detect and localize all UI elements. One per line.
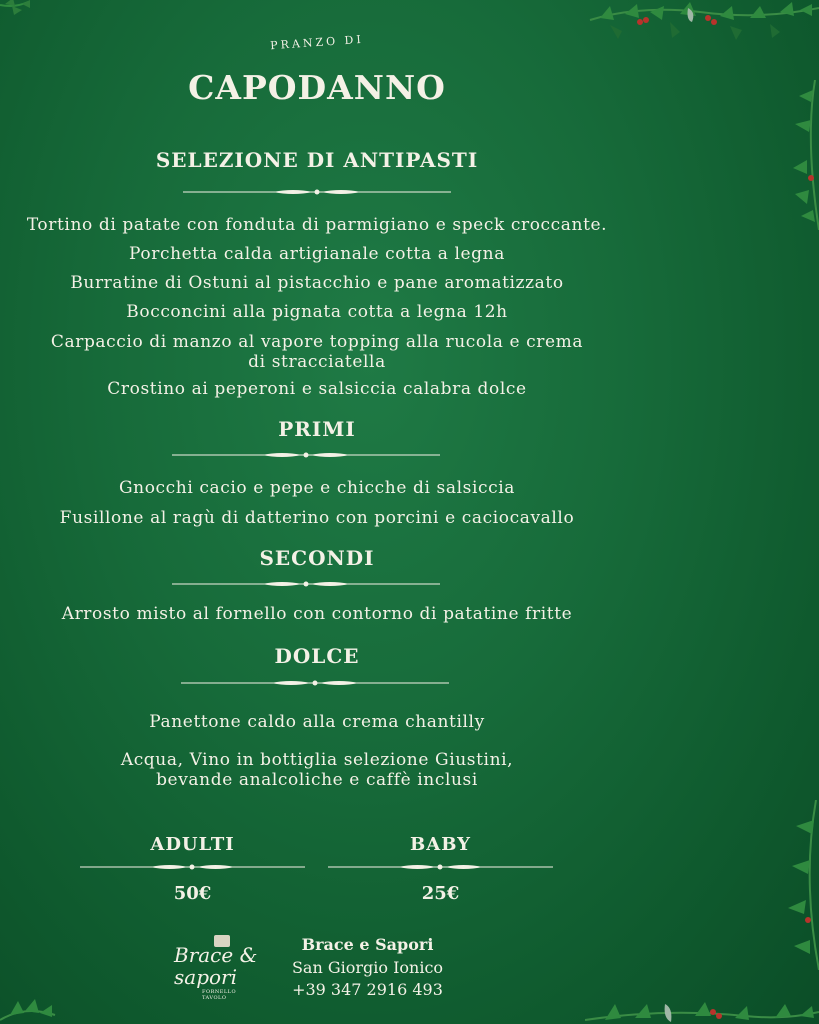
list-item: Fusillone al ragù di datterino con porcini e caciocavallo bbox=[59, 508, 575, 528]
ornamental-divider-icon bbox=[328, 862, 553, 872]
logo-text-line1: Brace & bbox=[174, 943, 258, 967]
brand-logo bbox=[168, 935, 258, 1001]
holly-branch-icon bbox=[785, 80, 819, 230]
list-item: Tortino di patate con fonduta di parmigiano e speck croccante. bbox=[26, 215, 608, 235]
logo-text-line2: sapori bbox=[174, 965, 237, 989]
list-item: Acqua, Vino in bottiglia selezione Giustini, bbox=[120, 750, 514, 770]
section-title-dolce: DOLCE bbox=[274, 644, 360, 668]
list-item: bevande analcoliche e caffè inclusi bbox=[156, 770, 478, 790]
list-item: Arrosto misto al fornello con contorno di patatine fritte bbox=[61, 604, 573, 624]
holly-branch-icon bbox=[780, 800, 819, 970]
holly-branch-icon bbox=[585, 990, 819, 1024]
holly-branch-icon bbox=[0, 985, 60, 1024]
ornamental-divider-icon bbox=[172, 450, 440, 460]
price-label-baby: BABY bbox=[410, 834, 471, 855]
ornamental-divider-icon bbox=[181, 678, 449, 688]
restaurant-city: San Giorgio Ionico bbox=[291, 958, 444, 977]
list-item: Carpaccio di manzo al vapore topping alla rucola e crema bbox=[50, 332, 584, 352]
section-title-primi: PRIMI bbox=[278, 417, 356, 441]
list-item: Burratine di Ostuni al pistacchio e pane aromatizzato bbox=[70, 273, 564, 293]
restaurant-name: Brace e Sapori bbox=[301, 935, 434, 954]
price-label-adulti: ADULTI bbox=[150, 834, 235, 855]
ornamental-divider-icon bbox=[80, 862, 305, 872]
logo-tagline: FORNELLO TAVOLO bbox=[202, 989, 237, 1001]
ornamental-divider-icon bbox=[183, 187, 451, 197]
list-item: Panettone caldo alla crema chantilly bbox=[149, 712, 485, 732]
price-value-adulti: 50€ bbox=[173, 883, 212, 904]
section-title-antipasti: SELEZIONE DI ANTIPASTI bbox=[155, 148, 479, 172]
list-item: di stracciatella bbox=[248, 352, 386, 372]
restaurant-phone: +39 347 2916 493 bbox=[292, 980, 443, 999]
holly-branch-icon bbox=[0, 0, 50, 35]
list-item: Porchetta calda artigianale cotta a legna bbox=[129, 244, 505, 264]
price-value-baby: 25€ bbox=[421, 883, 460, 904]
list-item: Crostino ai peperoni e salsiccia calabra dolce bbox=[107, 379, 527, 399]
list-item: Bocconcini alla pignata cotta a legna 12h bbox=[126, 302, 508, 322]
menu-subtitle: PRANZO DI bbox=[269, 32, 365, 53]
list-item: Gnocchi cacio e pepe e chicche di salsiccia bbox=[118, 478, 516, 498]
menu-title: CAPODANNO bbox=[188, 68, 446, 107]
ornamental-divider-icon bbox=[172, 579, 440, 589]
section-title-secondi: SECONDI bbox=[259, 546, 375, 570]
